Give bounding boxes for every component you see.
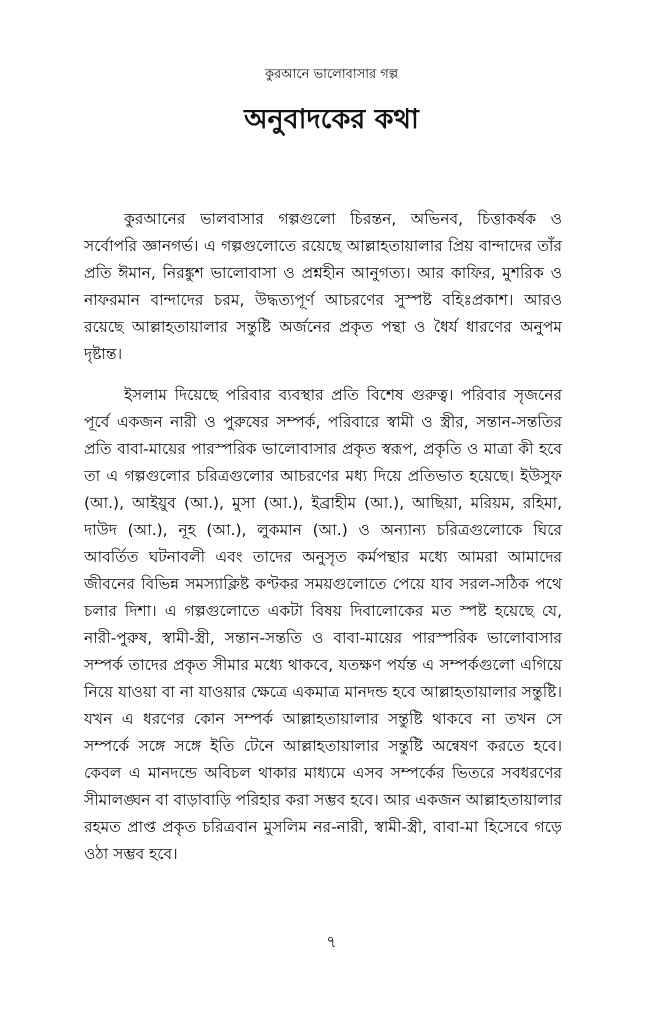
paragraph-1: কুরআনের ভালবাসার গল্পগুলো চিরন্তন, অভিনব, চিত্তাকর্ষক ও সর্বোপরি জ্ঞানগর্ভ। এ গল্পগুলোতে রয়েছে আল্লাহতায়ালার প্রিয় বান্দাদের তাঁর প্রতি ঈমান, নিরঙ্কুশ ভালোবাসা ও প্রশ্নহীন আনুগত্য। আর কাফির, মুশরিক ও নাফরমান বান্দাদের চরম, উদ্ধত্যপূর্ণ আচরণের সুস্পষ্ট বহিঃপ্রকাশ। আরও রয়েছে আল্লাহতায়ালার সন্তুষ্টি অর্জনের প্রকৃত পন্থা ও ধৈর্য ধারণের অনুপম দৃষ্টান্ত।: [84, 210, 562, 363]
page-number: ৭: [326, 932, 337, 951]
page-title: অনুবাদকের কথা: [244, 104, 419, 135]
paragraph-2: ইসলাম দিয়েছে পরিবার ব্যবস্থার প্রতি বিশেষ গুরুত্ব। পরিবার সৃজনের পূর্বে একজন নারী ও পুরুষের সম্পর্ক, পরিবারে স্বামী ও স্ত্রীর, সন্তান-সন্ততির প্রতি বাবা-মায়ের পারস্পরিক ভালোবাসার প্রকৃত স্বরূপ, প্রকৃতি ও মাত্রা কী হবে তা এ গল্পগুলোর চরিত্রগুলোর আচরণের মধ্য দিয়ে প্রতিভাত হয়েছে। ইউসুফ (আ.), আইয়ুব (আ.), মুসা (আ.), ইব্রাহীম (আ.), আছিয়া, মরিয়ম, রহিমা, দাউদ (আ.), নূহ (আ.), লুকমান (আ.) ও অন্যান্য চরিত্রগুলোকে ঘিরে আবর্তিত ঘটনাবলী এবং তাদের অনুসৃত কর্মপন্থার মধ্যে আমরা আমাদের জীবনের বিভিন্ন সমস্যাক্লিষ্ট কণ্টকর সময়গুলোতে পেয়ে যাব সরল-সঠিক পথে চলার দিশা। এ গল্পগুলোতে একটা বিষয় দিবালোকের মত স্পষ্ট হয়েছে যে, নারী-পুরুষ, স্বামী-স্ত্রী, সন্তান-সন্ততি ও বাবা-মায়ের পারস্পরিক ভালোবাসার সম্পর্ক তাদের প্রকৃত সীমার মধ্যে থাকবে, যতক্ষণ পর্যন্ত এ সম্পর্কগুলো এগিয়ে নিয়ে যাওয়া বা না যাওয়ার ক্ষেত্রে একমাত্র মানদন্ড হবে আল্লাহতায়ালার সন্তুষ্টি। যখন এ ধরণের কোন সম্পর্ক আল্লাহতায়ালার সন্তুষ্টি থাকবে না তখন সে সম্পর্কে সঙ্গে সঙ্গে ইতি টেনে আল্লাহতায়ালার সন্তুষ্টি অন্বেষণ করতে হবে। কেবল এ মানদন্ডে অবিচল থাকার মাধ্যমে এসব সম্পর্কের ভিতরে সবধরণের সীমালঙ্ঘন বা বাড়াবাড়ি পরিহার করা সম্ভব হবে। আর একজন আল্লাহতায়ালার রহমত প্রাপ্ত প্রকৃত চরিত্রবান মুসলিম নর-নারী, স্বামী-স্ত্রী, বাবা-মা হিসেবে গড়ে ওঠা সম্ভব হবে।: [84, 386, 562, 863]
body-text: [84, 206, 562, 882]
running-header: কুরআনে ভালোবাসার গল্প: [264, 67, 399, 82]
